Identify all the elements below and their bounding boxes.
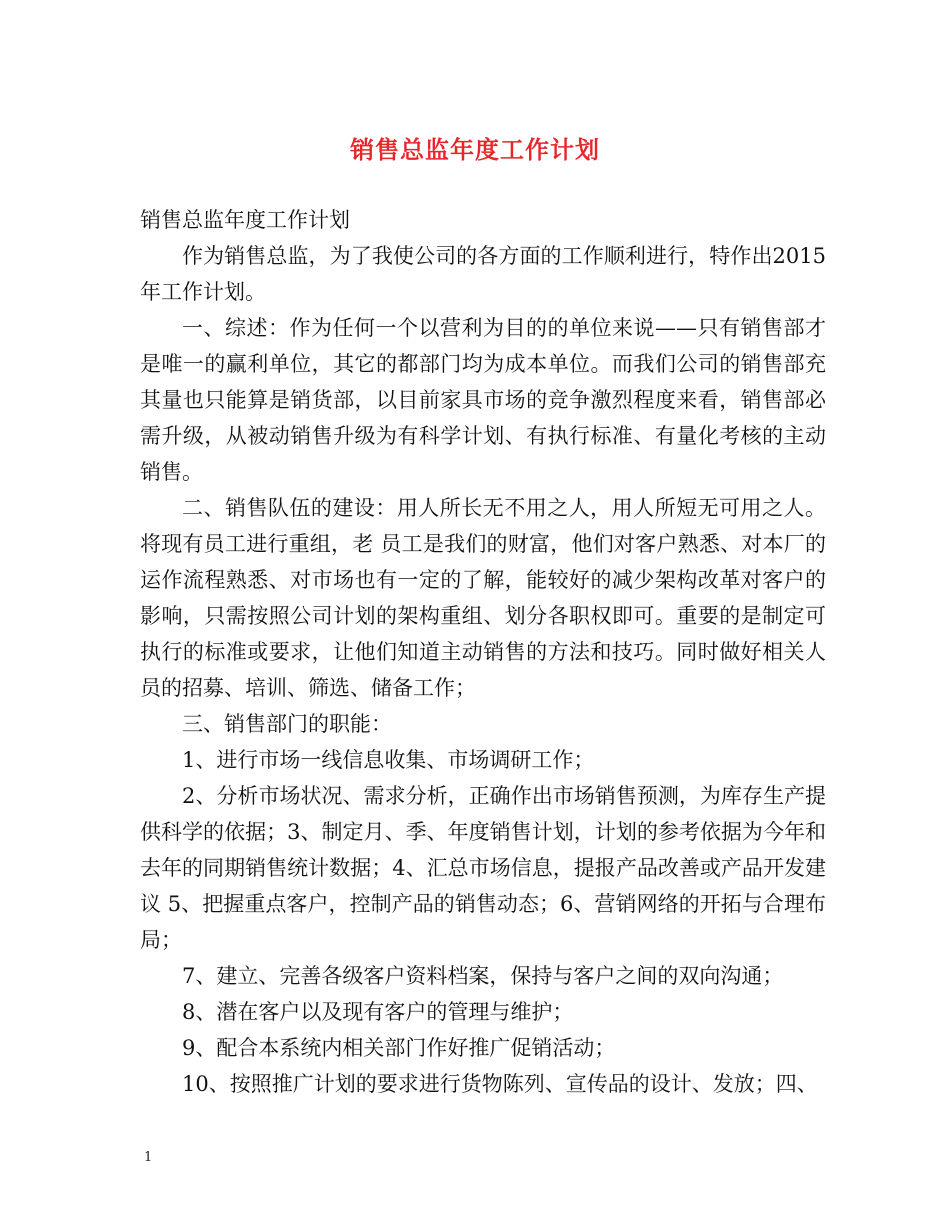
body-heading: 销售总监年度工作计划 (140, 208, 350, 232)
paragraph-department-functions-heading: 三、销售部门的职能： (182, 712, 392, 736)
paragraph-item-8: 8、潜在客户以及现有客户的管理与维护； (182, 1000, 574, 1024)
page-number: 1 (144, 1150, 153, 1165)
paragraph-items-2-6: 2、分析市场状况、需求分析，正确作出市场销售预测，为库存生产提供科学的依据；3、制定月、季、年度销售计划，计划的参考依据为今年和去年的同期销售统计数据；4、汇总市场信息，提报产品改善或产品开发建议 5、把握重点客户，控制产品的销售动态；6、营销网络的开拓与合理布局； (140, 784, 826, 952)
paragraph-item-9: 9、配合本系统内相关部门作好推广促销活动； (182, 1036, 616, 1060)
paragraph-team-building: 二、销售队伍的建设：用人所长无不用之人，用人所短无可用之人。将现有员工进行重组，老 员工是我们的财富，他们对客户熟悉、对本厂的运作流程熟悉、对市场也有一定的了解，能较好的减少架构改革对客户的影响，只需按照公司计划的架构重组、划分各职权即可。重要的是制定可执行的标准或要求，让他们知道主动销售的方法和技巧。同时做好相关人员的招募、培训、筛选、储备工作； (140, 496, 826, 700)
document-title: 销售总监年度工作计划 (350, 135, 600, 164)
paragraph-overview: 一、综述：作为任何一个以营利为目的的单位来说——只有销售部才是唯一的赢利单位，其它的都部门均为成本单位。而我们公司的销售部充其量也只能算是销货部，以目前家具市场的竞争激烈程度来看，销售部必需升级，从被动销售升级为有科学计划、有执行标准、有量化考核的主动销售。 (140, 316, 826, 484)
document-body (140, 202, 826, 1102)
paragraph-item-7: 7、建立、完善各级客户资料档案，保持与客户之间的双向沟通； (182, 964, 784, 988)
paragraph-intro: 作为销售总监，为了我使公司的各方面的工作顺利进行，特作出2015年工作计划。 (140, 244, 826, 304)
paragraph-item-10: 10、按照推广计划的要求进行货物陈列、宣传品的设计、发放；四、 (182, 1072, 818, 1096)
paragraph-item-1: 1、进行市场一线信息收集、市场调研工作； (182, 748, 595, 772)
